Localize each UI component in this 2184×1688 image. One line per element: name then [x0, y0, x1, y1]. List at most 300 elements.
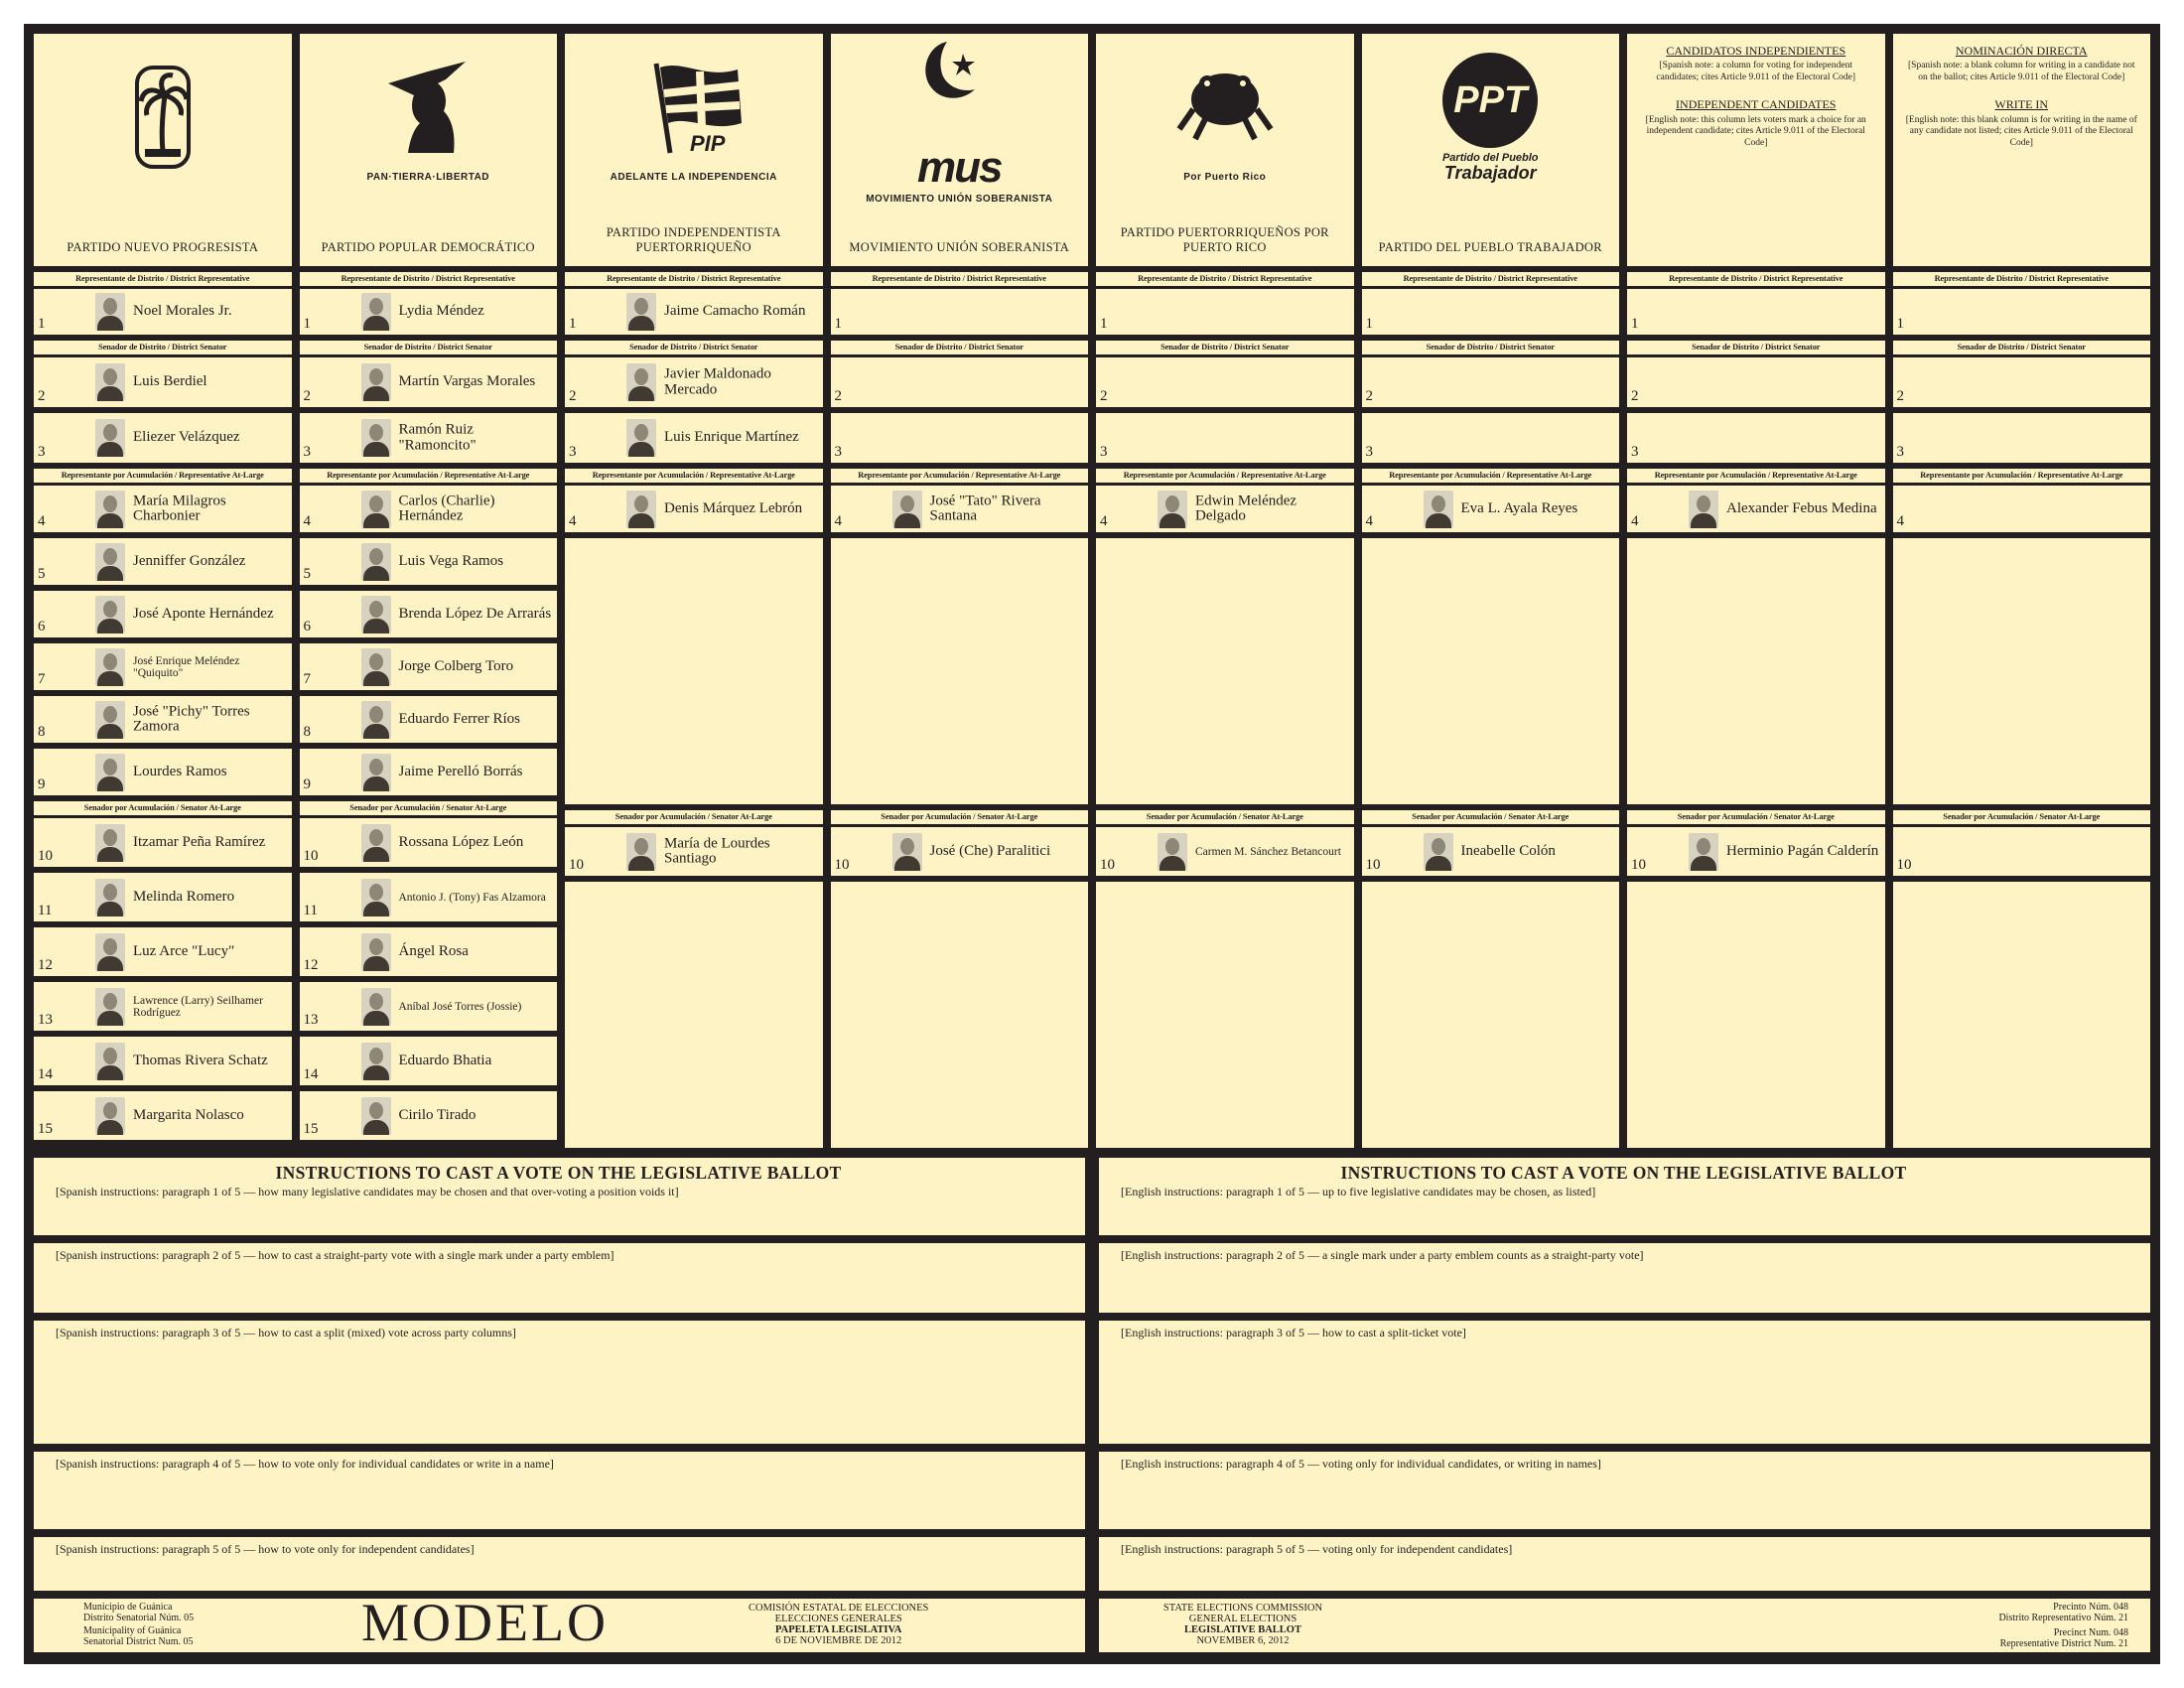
candidate-name: Eduardo Bhatia	[398, 1052, 492, 1068]
photo-torso	[1160, 856, 1185, 871]
party-column-3	[565, 34, 823, 1148]
candidate-photo	[1424, 833, 1453, 871]
candidate-name: José (Che) Paralitici	[929, 842, 1051, 859]
photo-head	[103, 495, 117, 512]
candidate-cell	[1627, 827, 1885, 876]
candidate-name: Ineabelle Colón	[1460, 842, 1556, 859]
footer-precinct-num: Precinct Num. 048	[2053, 1627, 2128, 1638]
candidate-photo	[361, 1097, 391, 1135]
candidate-photo	[95, 988, 125, 1026]
photo-torso	[97, 386, 123, 401]
candidate-name: Melinda Romero	[133, 888, 235, 905]
candidate-photo	[892, 833, 922, 871]
candidate-name: Lawrence (Larry) Seilhamer Rodríguez	[133, 994, 263, 1019]
position-number: 8	[303, 724, 311, 740]
photo-head	[103, 993, 117, 1010]
photo-torso	[363, 671, 389, 686]
candidate-cell	[1096, 486, 1354, 532]
candidate-name: Eduardo Ferrer Ríos	[398, 710, 520, 727]
photo-head	[1165, 838, 1179, 855]
party-logo	[1104, 44, 1346, 193]
candidate-photo	[626, 363, 656, 401]
photo-torso	[97, 1065, 123, 1080]
photo-head	[369, 653, 383, 670]
candidate-photo	[361, 596, 391, 633]
photo-head	[369, 424, 383, 441]
footer-commission-en	[1119, 1603, 1367, 1646]
position-number: 4	[569, 513, 577, 529]
photo-head	[634, 495, 648, 512]
position-number: 10	[38, 848, 53, 864]
photo-head	[1697, 495, 1710, 512]
party-column-5	[1096, 34, 1354, 1148]
candidate-photo	[361, 419, 391, 457]
party-column-6	[1362, 34, 1620, 1148]
position-number: 2	[38, 388, 46, 404]
candidate-cell	[1096, 289, 1354, 335]
candidate-cell	[831, 827, 1089, 876]
party-logo	[573, 44, 815, 193]
photo-head	[369, 298, 383, 315]
candidate-photo	[361, 1043, 391, 1080]
photo-head	[369, 1102, 383, 1119]
photo-head	[103, 548, 117, 565]
crescent-star-icon	[899, 34, 1019, 146]
position-number: 11	[38, 903, 53, 918]
candidate-cell	[300, 289, 558, 335]
section-district-rep: Representante de Distrito / District Representative	[300, 272, 558, 286]
footer-commission-es	[749, 1603, 928, 1646]
photo-torso	[363, 1011, 389, 1026]
photo-torso	[363, 724, 389, 739]
footer-date-es: 6 DE NOVIEMBRE DE 2012	[775, 1635, 902, 1647]
candidate-cell	[565, 289, 823, 335]
candidate-photo	[361, 933, 391, 971]
candidate-name: Jaime Perelló Borrás	[398, 763, 523, 779]
position-number: 2	[834, 388, 842, 404]
info-title-en: INDEPENDENT CANDIDATES	[1676, 97, 1837, 112]
section-district-rep: Representante de Distrito / District Representative	[1627, 272, 1885, 286]
section-district-senator: Senador de Distrito / District Senator	[1627, 341, 1885, 354]
candidate-cell	[34, 696, 292, 743]
section-district-senator: Senador de Distrito / District Senator	[1893, 341, 2151, 354]
photo-head	[103, 298, 117, 315]
candidate-photo	[95, 701, 125, 739]
instructions-section	[34, 1158, 2150, 1591]
position-number: 3	[834, 444, 842, 460]
column-header	[300, 34, 558, 266]
logo-caption: ADELANTE LA INDEPENDENCIA	[610, 172, 777, 183]
candidate-name: Lydia Méndez	[398, 303, 484, 320]
photo-head	[369, 993, 383, 1010]
candidate-cell	[34, 1037, 292, 1085]
footer-right	[1099, 1599, 2150, 1652]
section-senator-at-large: Senador por Acumulación / Senator At-Large	[1893, 810, 2151, 824]
photo-torso	[628, 316, 654, 331]
candidate-photo	[361, 824, 391, 862]
instructions-en-block-5	[1099, 1537, 2150, 1591]
photo-head	[634, 838, 648, 855]
candidate-photo	[361, 648, 391, 686]
candidate-name: Margarita Nolasco	[133, 1106, 244, 1123]
candidate-name: Javier Maldonado Mercado	[664, 365, 771, 397]
footer-municipality-name: Municipality of Guánica	[83, 1625, 182, 1636]
candidate-photo	[1689, 491, 1718, 528]
candidate-cell	[34, 538, 292, 585]
candidate-name: Edwin Meléndez Delgado	[1195, 492, 1297, 524]
instructions-en-paragraph-1: [English instructions: paragraph 1 of 5 — up to five legislative candidates may be chosen, as listed]	[1121, 1184, 1596, 1198]
mus-logo-text: mus	[917, 143, 1002, 192]
position-number: 4	[1631, 513, 1639, 529]
footer-ballot-en: LEGISLATIVE BALLOT	[1184, 1624, 1301, 1636]
instructions-en-block-4	[1099, 1452, 2150, 1529]
candidate-photo	[95, 1097, 125, 1135]
modelo-watermark: MODELO	[361, 1599, 609, 1652]
photo-head	[1432, 495, 1445, 512]
jibaro-silhouette-icon	[368, 54, 487, 168]
candidate-cell	[831, 357, 1089, 407]
candidate-cell	[34, 643, 292, 690]
candidate-name: Denis Márquez Lebrón	[664, 499, 803, 516]
candidate-name: Jorge Colberg Toro	[398, 657, 514, 674]
candidate-name: Lourdes Ramos	[133, 763, 227, 779]
candidate-name: Itzamar Peña Ramírez	[133, 833, 266, 850]
instructions-es-block-4	[34, 1452, 1085, 1529]
position-number: 13	[38, 1012, 53, 1028]
photo-torso	[363, 513, 389, 528]
candidate-name: Noel Morales Jr.	[133, 303, 232, 320]
position-number: 1	[38, 316, 46, 332]
section-rep-at-large: Representante por Acumulación / Representative At-Large	[1096, 469, 1354, 483]
footer-senatorial-district: Senatorial District Num. 05	[83, 1635, 194, 1647]
footer-elections-en: GENERAL ELECTIONS	[1188, 1614, 1297, 1625]
position-number: 2	[569, 388, 577, 404]
candidate-name: Jenniffer González	[133, 552, 246, 569]
position-number: 2	[303, 388, 311, 404]
photo-torso	[363, 1065, 389, 1080]
photo-torso	[97, 619, 123, 633]
photo-torso	[363, 1120, 389, 1135]
candidate-cell	[1627, 357, 1885, 407]
section-rep-at-large: Representante por Acumulación / Representative At-Large	[831, 469, 1089, 483]
instructions-es-paragraph-5: [Spanish instructions: paragraph 5 of 5 — how to vote only for independent candidates]	[56, 1542, 475, 1556]
empty-area	[565, 538, 823, 804]
instructions-es-paragraph-3: [Spanish instructions: paragraph 3 of 5 — how to cast a split (mixed) vote across party columns]	[56, 1326, 516, 1339]
instructions-es-paragraph-2: [Spanish instructions: paragraph 2 of 5 — how to cast a straight-party vote with a single mark under a party emblem]	[56, 1248, 614, 1262]
photo-torso	[628, 442, 654, 457]
ppt-sub-big: Trabajador	[1443, 163, 1537, 184]
instructions-en-paragraph-5: [English instructions: paragraph 5 of 5 — voting only for independent candidates]	[1121, 1542, 1513, 1556]
party-name: MOVIMIENTO UNIÓN SOBERANISTA	[849, 240, 1070, 255]
candidate-photo	[95, 648, 125, 686]
photo-head	[103, 1048, 117, 1064]
photo-torso	[894, 856, 920, 871]
candidate-name: Luz Arce "Lucy"	[133, 942, 235, 959]
footer-date-en: NOVEMBER 6, 2012	[1196, 1635, 1290, 1647]
candidate-cell	[831, 486, 1089, 532]
candidate-cell	[300, 749, 558, 795]
candidate-photo	[1424, 491, 1453, 528]
photo-head	[103, 424, 117, 441]
photo-head	[369, 601, 383, 618]
empty-area	[831, 538, 1089, 804]
candidate-name: Antonio J. (Tony) Fas Alzamora	[398, 891, 546, 904]
candidate-photo	[361, 754, 391, 791]
section-district-senator: Senador de Distrito / District Senator	[565, 341, 823, 354]
candidate-cell	[831, 289, 1089, 335]
photo-head	[634, 368, 648, 385]
party-column-4	[831, 34, 1089, 1148]
candidate-photo	[361, 543, 391, 581]
position-number: 10	[1100, 857, 1115, 873]
candidate-cell	[300, 818, 558, 867]
candidate-cell	[300, 873, 558, 921]
candidate-cell	[300, 1091, 558, 1140]
position-number: 7	[303, 671, 311, 687]
candidate-photo	[95, 543, 125, 581]
info-text-es: [Spanish note: a blank column for writing in a candidate not on the ballot; cites Article 9.011 of the Electoral Code]	[1908, 61, 2135, 83]
empty-area	[1362, 538, 1620, 804]
legislative-ballot	[24, 24, 2160, 1664]
candidate-cell	[1362, 827, 1620, 876]
photo-torso	[97, 316, 123, 331]
position-number: 3	[569, 444, 577, 460]
position-number: 12	[303, 957, 319, 973]
footer-commission-es-name: COMISIÓN ESTATAL DE ELECCIONES	[749, 1603, 929, 1614]
candidate-cell	[1096, 827, 1354, 876]
section-district-rep: Representante de Distrito / District Representative	[565, 272, 823, 286]
position-number: 14	[38, 1066, 53, 1082]
section-district-senator: Senador de Distrito / District Senator	[300, 341, 558, 354]
candidate-cell	[831, 413, 1089, 463]
candidate-photo	[1689, 833, 1718, 871]
photo-torso	[97, 566, 123, 581]
candidate-cell	[1893, 413, 2151, 463]
photo-torso	[363, 566, 389, 581]
photo-torso	[97, 724, 123, 739]
footer-distrito-rep: Distrito Representativo Núm. 21	[1998, 1612, 2128, 1623]
photo-head	[369, 495, 383, 512]
coqui-frog-icon	[1165, 54, 1285, 168]
section-district-senator: Senador de Distrito / District Senator	[1096, 341, 1354, 354]
candidate-cell	[300, 486, 558, 532]
footer-elections-es: ELECCIONES GENERALES	[774, 1614, 902, 1625]
ppt-sub-text	[1442, 152, 1539, 184]
candidate-cell	[34, 749, 292, 795]
candidate-name: Luis Enrique Martínez	[664, 429, 799, 446]
photo-head	[369, 938, 383, 955]
candidate-photo	[1158, 833, 1187, 871]
photo-torso	[1691, 513, 1716, 528]
position-number: 15	[303, 1121, 319, 1137]
position-number: 1	[1631, 316, 1639, 332]
candidate-cell	[34, 873, 292, 921]
party-column-7	[1627, 34, 1885, 1148]
column-header	[565, 34, 823, 266]
photo-torso	[1691, 856, 1716, 871]
candidate-photo	[626, 419, 656, 457]
position-number: 4	[1896, 513, 1904, 529]
instructions-es-paragraph-1: [Spanish instructions: paragraph 1 of 5 — how many legislative candidates may be chosen and that over-voting a position voids it]	[56, 1184, 679, 1198]
party-logo	[1370, 44, 1612, 193]
photo-torso	[1426, 856, 1451, 871]
candidate-cell	[1627, 486, 1885, 532]
position-number: 10	[1896, 857, 1912, 873]
photo-head	[369, 368, 383, 385]
photo-torso	[363, 776, 389, 791]
position-number: 6	[38, 619, 46, 634]
photo-torso	[363, 902, 389, 916]
candidate-cell	[1362, 357, 1620, 407]
section-district-rep: Representante de Distrito / District Representative	[1096, 272, 1354, 286]
candidate-photo	[361, 701, 391, 739]
position-number: 14	[303, 1066, 319, 1082]
party-name: PARTIDO PUERTORRIQUEÑOS POR PUERTO RICO	[1120, 224, 1329, 255]
pip-flag-icon	[634, 54, 753, 168]
position-number: 4	[38, 513, 46, 529]
party-column-8	[1893, 34, 2151, 1148]
section-district-rep: Representante de Distrito / District Representative	[1893, 272, 2151, 286]
photo-head	[103, 1102, 117, 1119]
candidate-cell	[34, 357, 292, 407]
logo-caption: PAN·TIERRA·LIBERTAD	[366, 172, 490, 183]
photo-head	[369, 548, 383, 565]
photo-head	[103, 884, 117, 901]
section-senator-at-large: Senador por Acumulación / Senator At-Large	[300, 801, 558, 815]
photo-head	[369, 706, 383, 723]
candidate-cell	[1893, 289, 2151, 335]
footer-municipio-name: Municipio de Guánica	[83, 1602, 173, 1613]
footer-commission-en-name: STATE ELECTIONS COMMISSION	[1162, 1603, 1323, 1614]
position-number: 5	[303, 566, 311, 582]
palm-tree-emblem-icon	[103, 62, 222, 176]
footer-ballot-es: PAPELETA LEGISLATIVA	[775, 1624, 902, 1636]
candidate-cell	[565, 486, 823, 532]
candidate-cell	[34, 818, 292, 867]
party-columns	[34, 34, 2150, 1148]
candidate-name: Ramón Ruiz "Ramoncito"	[398, 421, 477, 453]
photo-torso	[363, 847, 389, 862]
position-number: 11	[303, 903, 318, 918]
party-name: PARTIDO NUEVO PROGRESISTA	[67, 240, 259, 255]
candidate-photo	[626, 293, 656, 331]
instructions-title-en: INSTRUCTIONS TO CAST A VOTE ON THE LEGISLATIVE BALLOT	[1340, 1163, 1907, 1183]
candidate-photo	[361, 988, 391, 1026]
logo-caption: Por Puerto Rico	[1183, 172, 1267, 183]
candidate-name: María Milagros Charbonier	[133, 492, 226, 524]
party-logo	[308, 44, 550, 193]
photo-head	[103, 653, 117, 670]
photo-head	[103, 938, 117, 955]
section-rep-at-large: Representante por Acumulación / Representative At-Large	[1362, 469, 1620, 483]
party-logo	[42, 44, 284, 193]
instructions-en-block-3	[1099, 1321, 2150, 1444]
photo-torso	[363, 956, 389, 971]
candidate-photo	[95, 596, 125, 633]
candidate-cell	[34, 413, 292, 463]
candidate-photo	[361, 363, 391, 401]
section-district-rep: Representante de Distrito / District Representative	[1362, 272, 1620, 286]
photo-torso	[97, 847, 123, 862]
info-text-en: [English note: this blank column is for writing in the name of any candidate not listed; cites Article 9.011 of the Electoral Code]	[1905, 114, 2137, 149]
position-number: 2	[1896, 388, 1904, 404]
candidate-name: Aníbal José Torres (Jossie)	[398, 1000, 522, 1013]
footer-precinto	[1998, 1603, 2128, 1623]
candidate-name: Rossana López León	[398, 833, 524, 850]
position-number: 9	[38, 776, 46, 792]
photo-torso	[97, 513, 123, 528]
candidate-cell	[300, 982, 558, 1031]
candidate-cell	[1893, 486, 2151, 532]
candidate-name: Cirilo Tirado	[398, 1106, 477, 1123]
position-number: 13	[303, 1012, 319, 1028]
candidate-name: Jaime Camacho Román	[664, 303, 806, 320]
info-title-es: NOMINACIÓN DIRECTA	[1955, 44, 2088, 58]
photo-torso	[97, 1120, 123, 1135]
candidate-photo	[95, 293, 125, 331]
party-column-1	[34, 34, 292, 1148]
candidate-cell	[1893, 357, 2151, 407]
empty-area	[1893, 538, 2151, 804]
instructions-es-block-3	[34, 1321, 1085, 1444]
photo-head	[634, 424, 648, 441]
party-logo	[839, 44, 1081, 205]
candidate-name: Luis Vega Ramos	[398, 552, 504, 569]
info-gap	[1905, 87, 2139, 97]
position-number: 8	[38, 724, 46, 740]
section-senator-at-large: Senador por Acumulación / Senator At-Large	[1362, 810, 1620, 824]
info-text-en: [English note: this column lets voters mark a choice for an independent candidate; cites Article 9.011 of the Electoral Code]	[1645, 114, 1866, 149]
position-number: 9	[303, 776, 311, 792]
position-number: 3	[1100, 444, 1108, 460]
party-name: PARTIDO POPULAR DEMOCRÁTICO	[321, 240, 535, 255]
candidate-cell	[300, 927, 558, 976]
candidate-photo	[95, 754, 125, 791]
candidate-photo	[1158, 491, 1187, 528]
candidate-cell	[565, 357, 823, 407]
instructions-es-paragraph-4: [Spanish instructions: paragraph 4 of 5 — how to vote only for individual candidates or write in a name]	[56, 1457, 554, 1471]
photo-torso	[97, 671, 123, 686]
instructions-es-block-5	[34, 1537, 1085, 1591]
section-senator-at-large: Senador por Acumulación / Senator At-Large	[565, 810, 823, 824]
candidate-cell	[300, 538, 558, 585]
section-district-rep: Representante de Distrito / District Representative	[34, 272, 292, 286]
position-number: 10	[1365, 857, 1381, 873]
position-number: 3	[1896, 444, 1904, 460]
position-number: 1	[834, 316, 842, 332]
photo-head	[103, 368, 117, 385]
footer-municipio	[83, 1603, 194, 1623]
section-senator-at-large: Senador por Acumulación / Senator At-Large	[831, 810, 1089, 824]
candidate-photo	[95, 824, 125, 862]
photo-head	[103, 829, 117, 846]
candidate-photo	[361, 879, 391, 916]
photo-torso	[628, 386, 654, 401]
column-info	[1635, 44, 1877, 150]
photo-torso	[1426, 513, 1451, 528]
empty-area	[1627, 882, 1885, 1148]
column-header	[1627, 34, 1885, 266]
position-number: 5	[38, 566, 46, 582]
candidate-cell	[34, 591, 292, 637]
candidate-name: Thomas Rivera Schatz	[133, 1052, 268, 1068]
candidate-name: Herminio Pagán Calderín	[1726, 842, 1879, 859]
photo-head	[1165, 495, 1179, 512]
position-number: 2	[1365, 388, 1373, 404]
candidate-photo	[626, 491, 656, 528]
photo-torso	[1160, 513, 1185, 528]
photo-torso	[363, 316, 389, 331]
